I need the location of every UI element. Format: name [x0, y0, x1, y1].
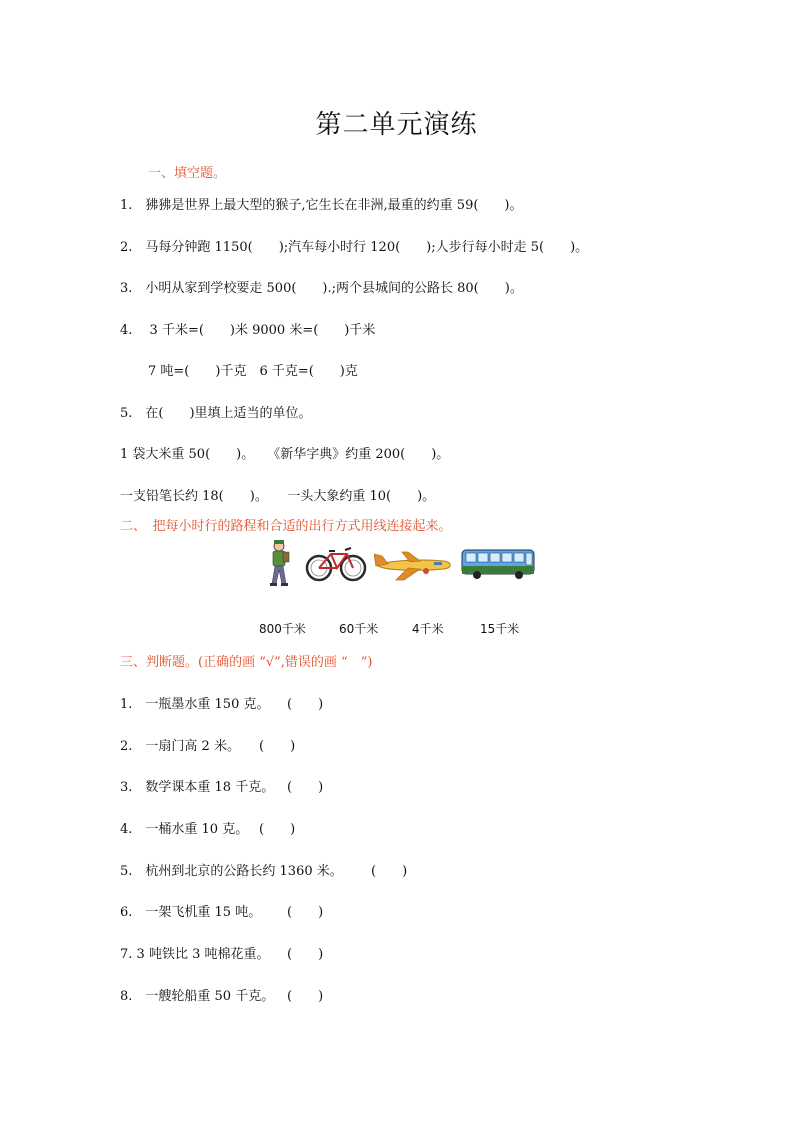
fill-item-4: 4. 3 千米=( )米 9000 米=( )千米 — [120, 323, 376, 338]
fill-item-1: 1. 狒狒是世界上最大型的猴子,它生长在非洲,最重的约重 59( )。 — [120, 198, 523, 213]
distance-15: 15千米 — [480, 622, 520, 636]
bicycle-icon — [305, 544, 367, 582]
judge-item-3: 3. 数学课本重 18 千克。 — [120, 780, 275, 795]
walker-icon — [264, 538, 294, 590]
judge-paren-4: ( ) — [259, 822, 296, 837]
judge-item-8: 8. 一艘轮船重 50 千克。 — [120, 989, 275, 1004]
fill-item-5a: 1 袋大米重 50( )。 《新华字典》约重 200( )。 — [120, 447, 450, 462]
judge-item-6: 6. 一架飞机重 15 吨。 — [120, 905, 262, 920]
judge-paren-7: ( ) — [287, 947, 324, 962]
distance-800: 800千米 — [259, 622, 306, 636]
fill-item-3: 3. 小明从家到学校要走 500( ).;两个县城间的公路长 80( )。 — [120, 281, 523, 296]
distance-60: 60千米 — [339, 622, 379, 636]
judge-item-1: 1. 一瓶墨水重 150 克。 — [120, 697, 270, 712]
airplane-icon — [374, 548, 454, 582]
fill-item-4b: 7 吨=( )千克 6 千克=( )克 — [148, 364, 358, 379]
judge-paren-1: ( ) — [287, 697, 324, 712]
section2-heading: 二、 把每小时行的路程和合适的出行方式用线连接起来。 — [120, 519, 452, 534]
judge-paren-3: ( ) — [287, 780, 324, 795]
judge-item-4: 4. 一桶水重 10 克。 — [120, 822, 249, 837]
judge-paren-8: ( ) — [287, 989, 324, 1004]
page-title: 第二单元演练 — [315, 110, 478, 140]
judge-paren-2: ( ) — [259, 739, 296, 754]
judge-item-2: 2. 一扇门高 2 米。 — [120, 739, 240, 754]
section3-heading: 三、判断题。(正确的画 “√”,错误的画 “ ”) — [120, 655, 373, 670]
judge-item-7: 7. 3 吨铁比 3 吨棉花重。 — [120, 947, 270, 962]
fill-item-5: 5. 在( )里填上适当的单位。 — [120, 406, 312, 421]
judge-paren-5: ( ) — [371, 864, 408, 879]
judge-paren-6: ( ) — [287, 905, 324, 920]
distance-4: 4千米 — [412, 622, 444, 636]
section1-heading: 一、填空题。 — [148, 166, 227, 181]
fill-item-5b: 一支铅笔长约 18( )。 一头大象约重 10( )。 — [120, 489, 436, 504]
bus-icon — [461, 548, 535, 580]
fill-item-2: 2. 马每分钟跑 1150( );汽车每小时行 120( );人步行每小时走 5( )。 — [120, 240, 589, 255]
judge-item-5: 5. 杭州到北京的公路长约 1360 米。 — [120, 864, 343, 879]
